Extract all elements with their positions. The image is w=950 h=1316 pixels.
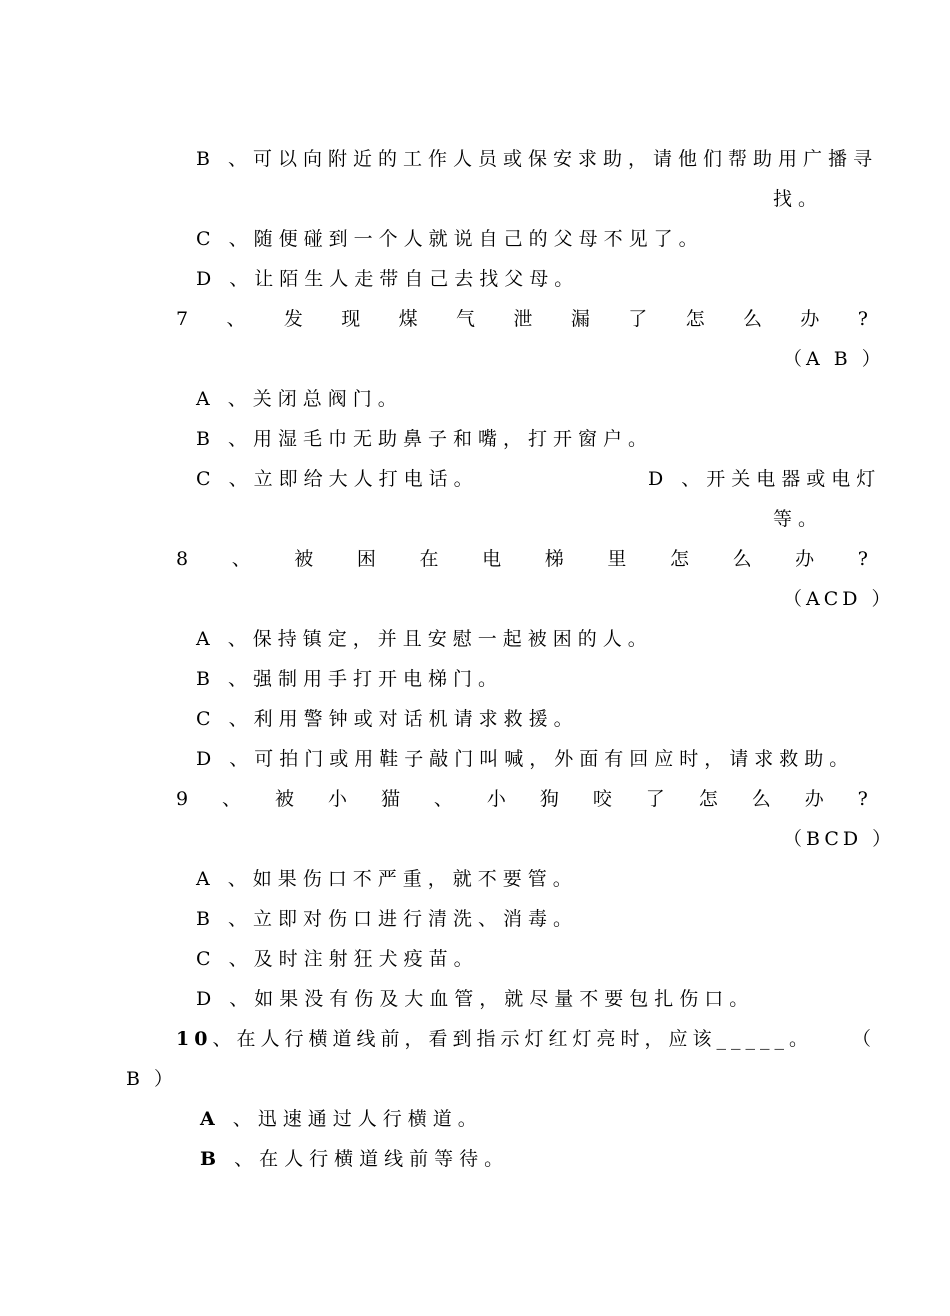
q8-option-a: A 、保持镇定，并且安慰一起被困的人。 <box>196 628 653 650</box>
q9-option-c: C 、及时注射狂犬疫苗。 <box>196 948 479 970</box>
q7-answer: （A B ） <box>783 348 885 370</box>
q6-option-d: D 、让陌生人走带自己去找父母。 <box>196 268 580 290</box>
q9-option-d: D 、如果没有伤及大血管，就尽量不要包扎伤口。 <box>196 988 755 1010</box>
question-10-text: 10、在人行横道线前，看到指示灯红灯亮时，应该_____。 <box>176 1028 813 1050</box>
q10-answer: B ） <box>126 1068 178 1090</box>
q7-option-c-line <box>196 467 882 491</box>
question-10 <box>176 1027 813 1051</box>
q7-option-c: C 、立即给大人打电话。 <box>196 468 479 490</box>
q9-answer: （BCD ） <box>783 828 896 850</box>
q9-option-a: A 、如果伤口不严重，就不要管。 <box>196 868 578 890</box>
q7-option-d: D 、开关电器或电灯 <box>648 468 882 490</box>
q10-option-b: B 、在人行横道线前等待。 <box>200 1148 510 1170</box>
q9-option-b: B 、立即对伤口进行清洗、消毒。 <box>196 908 579 930</box>
q6-option-b: B 、可以向附近的工作人员或保安求助，请他们帮助用广播寻 <box>196 148 879 170</box>
q6-option-b-continued: 找。 <box>773 188 824 210</box>
q7-option-a: A 、关闭总阀门。 <box>196 388 403 410</box>
q8-option-b: B 、强制用手打开电梯门。 <box>196 668 504 690</box>
q10-paren-open: （ <box>852 1028 872 1050</box>
q7-option-d-continued: 等。 <box>773 508 824 530</box>
q8-option-d: D 、可拍门或用鞋子敲门叫喊，外面有回应时，请求救助。 <box>196 748 855 770</box>
question-9: 9 、 被 小 猫 、 小 狗 咬 了 怎 么 办 ? <box>176 788 868 810</box>
question-8: 8 、 被 困 在 电 梯 里 怎 么 办 ? <box>176 548 868 570</box>
q7-option-b: B 、用湿毛巾无助鼻子和嘴，打开窗户。 <box>196 428 654 450</box>
question-7: 7 、 发 现 煤 气 泄 漏 了 怎 么 办 ? <box>176 308 868 330</box>
q8-answer: （ACD ） <box>783 588 895 610</box>
q8-option-c: C 、利用警钟或对话机请求救援。 <box>196 708 579 730</box>
q6-option-c: C 、随便碰到一个人就说自己的父母不见了。 <box>196 228 704 250</box>
q10-option-a: A 、迅速通过人行横道。 <box>200 1108 483 1130</box>
